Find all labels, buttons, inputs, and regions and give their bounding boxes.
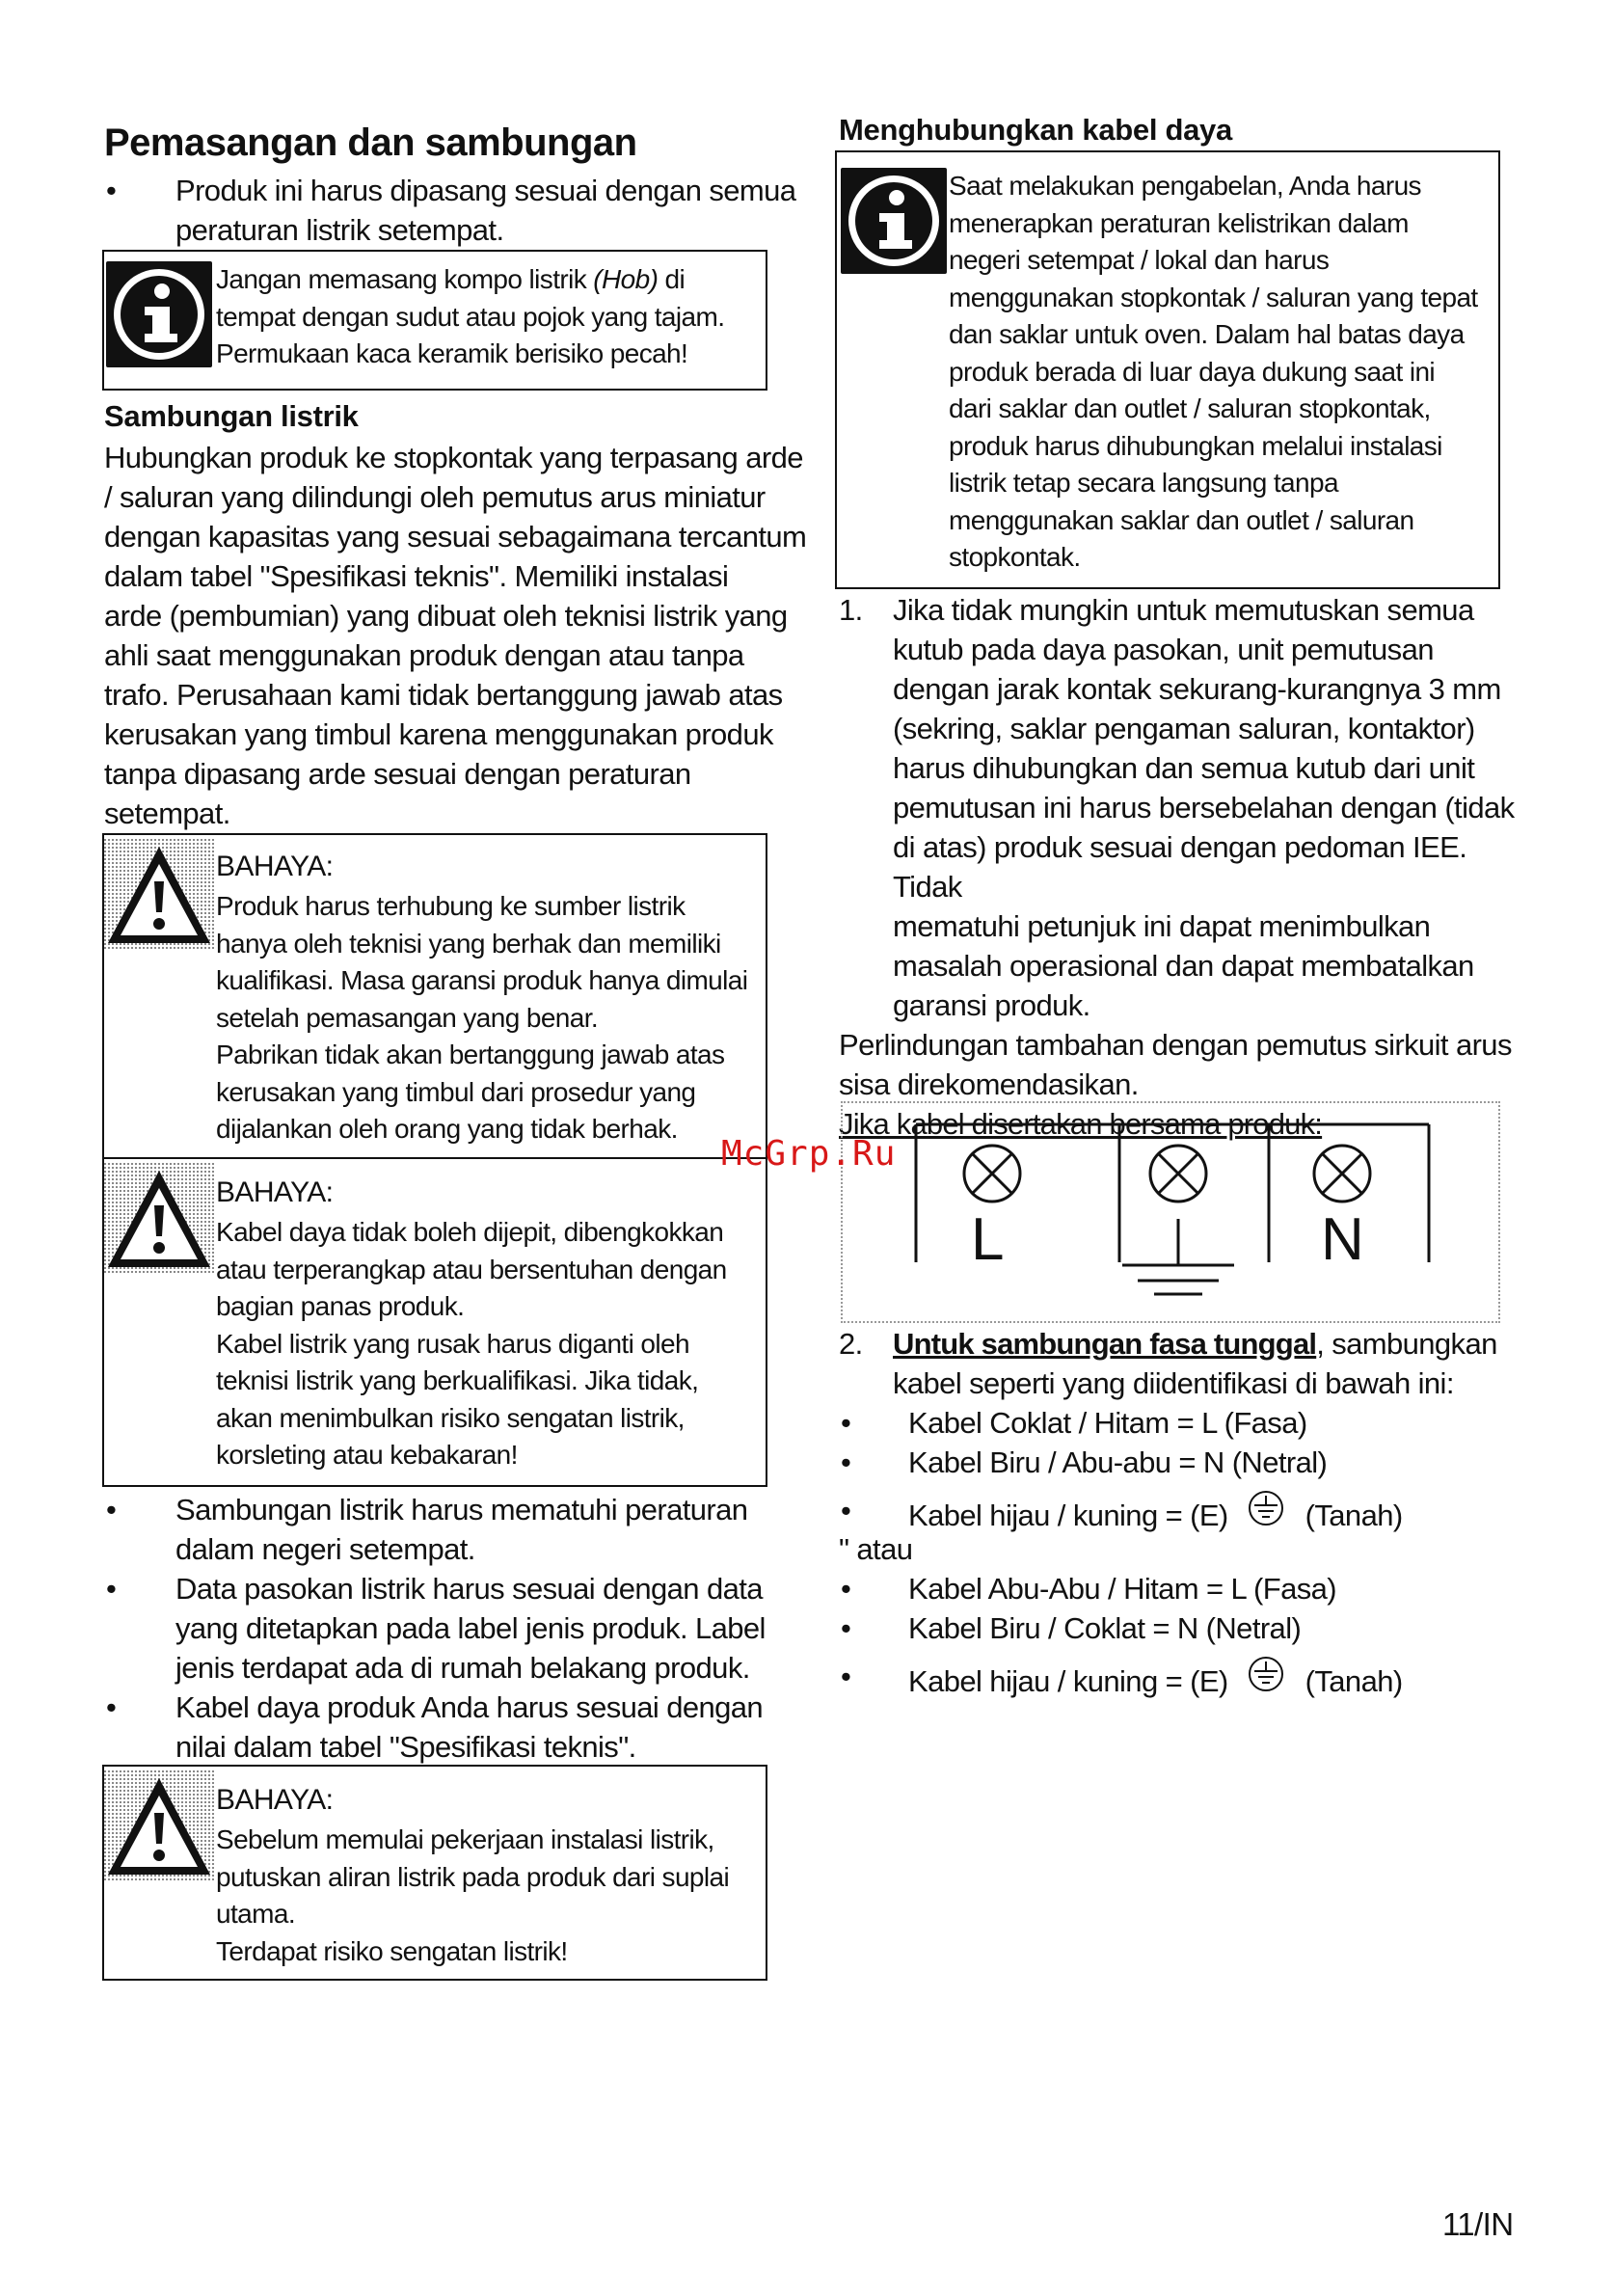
- warning-triangle-icon: [104, 839, 214, 949]
- paragraph-line: kerusakan yang timbul karena menggunakan produk: [104, 717, 773, 751]
- list-item: • Produk ini harus dipasang sesuai dengan semua peraturan listrik setempat.: [104, 171, 798, 250]
- item-line: (sekring, saklar pengaman saluran, kontaktor): [893, 712, 1475, 745]
- warning-box: [102, 833, 767, 1159]
- bullet: •: [841, 1406, 851, 1440]
- warning-line: akan menimbulkan risiko sengatan listrik,: [216, 1402, 685, 1433]
- watermark: McGrp.Ru: [721, 1134, 897, 1174]
- warning-line: Kabel listrik yang rusak harus diganti oleh: [216, 1328, 689, 1359]
- warning-line: setelah pemasangan yang benar.: [216, 1002, 599, 1033]
- item-line: pemutusan ini harus bersebelahan dengan (tidak: [893, 791, 1515, 824]
- list-item: • Kabel Biru / Coklat = N (Netral): [839, 1608, 1533, 1648]
- warning-line: Sebelum memulai pekerjaan instalasi listrik,: [216, 1824, 714, 1854]
- info-line: listrik tetap secara langsung tanpa: [949, 468, 1338, 498]
- item-line: dengan jarak kontak sekurang-kurangnya 3 mm: [893, 672, 1501, 706]
- page-title: Pemasangan dan sambungan: [104, 122, 637, 164]
- info-line: produk harus dihubungkan melalui instalasi: [949, 430, 1442, 461]
- wiring-diagram: [841, 1101, 1500, 1323]
- section-title: Menghubungkan kabel daya: [839, 113, 1232, 147]
- paragraph-line: / saluran yang dilindungi oleh pemutus arus miniatur: [104, 480, 766, 514]
- cable-heading: Jika kabel disertakan bersama produk:: [839, 1107, 1323, 1141]
- list-item: • Data pasokan listrik harus sesuai dengan data yang ditetapkan pada label jenis produk. Label jenis terdapat ada di rumah belakang produk.: [104, 1569, 798, 1688]
- bullet: •: [106, 1690, 117, 1724]
- paragraph-line: Hubungkan produk ke stopkontak yang terpasang arde: [104, 441, 803, 474]
- list-item: • Kabel Biru / Abu-abu = N (Netral): [839, 1443, 1533, 1482]
- section-subtitle: Sambungan listrik: [104, 399, 359, 433]
- warning-line: korsleting atau kebakaran!: [216, 1440, 518, 1470]
- warning-line: bagian panas produk.: [216, 1291, 465, 1321]
- page-number: 11/IN: [1442, 2206, 1514, 2242]
- paragraph-line: sisa direkomendasikan.: [839, 1067, 1139, 1101]
- warning-line: Terdapat risiko sengatan listrik!: [216, 1935, 568, 1966]
- warning-line: putuskan aliran listrik pada produk dari suplai: [216, 1861, 730, 1892]
- warning-line: kerusakan yang timbul dari prosedur yang: [216, 1076, 696, 1107]
- bullet: •: [106, 1572, 117, 1606]
- warning-line: kualifikasi. Masa garansi produk hanya dimulai: [216, 965, 748, 995]
- warning-line: teknisi listrik yang berkualifikasi. Jika tidak,: [216, 1365, 699, 1395]
- info-line: stopkontak.: [949, 542, 1081, 572]
- warning-line: Kabel daya tidak boleh dijepit, dibengkokkan: [216, 1217, 724, 1247]
- item-line: kutub pada daya pasokan, unit pemutusan: [893, 633, 1434, 666]
- item-line: garansi produk.: [893, 988, 1090, 1022]
- warning-title: BAHAYA:: [216, 1784, 334, 1816]
- item-line: Jika tidak mungkin untuk memutuskan semua: [893, 593, 1474, 627]
- warning-box: [102, 1765, 767, 1981]
- info-icon: [841, 168, 947, 274]
- list-item: • Kabel daya produk Anda harus sesuai dengan nilai dalam tabel "Spesifikasi teknis".: [104, 1688, 798, 1767]
- warning-title: BAHAYA:: [216, 851, 334, 882]
- info-notice: Jangan memasang kompo listrik (Hob) di tempat dengan sudut atau pojok yang tajam. Permukaan kaca keramik berisiko pecah!: [102, 250, 767, 391]
- label-n: N: [1321, 1206, 1364, 1273]
- info-line: Saat melakukan pengabelan, Anda harus: [949, 171, 1421, 201]
- info-line: menggunakan stopkontak / saluran yang tepat: [949, 282, 1478, 312]
- list-item: • Kabel Abu-Abu / Hitam = L (Fasa): [839, 1569, 1533, 1608]
- earth-ground-icon: [1244, 1491, 1288, 1529]
- item-line: harus dihubungkan dan semua kutub dari unit: [893, 751, 1475, 785]
- paragraph-line: Perlindungan tambahan dengan pemutus sirkuit arus: [839, 1028, 1512, 1062]
- info-line: menerapkan peraturan kelistrikan dalam: [949, 207, 1409, 238]
- warning-triangle-icon: [104, 1770, 214, 1880]
- warning-line: utama.: [216, 1899, 295, 1929]
- warning-line: hanya oleh teknisi yang berhak dan memiliki: [216, 928, 721, 959]
- bullet: •: [106, 1493, 117, 1526]
- info-line: dan saklar untuk oven. Dalam hal batas daya: [949, 319, 1465, 349]
- info-line: dari saklar dan outlet / saluran stopkontak,: [949, 393, 1431, 423]
- bullet: •: [841, 1611, 851, 1645]
- info-line: menggunakan saklar dan outlet / saluran: [949, 504, 1414, 535]
- warning-title: BAHAYA:: [216, 1176, 334, 1208]
- numbered-item: 1. Jika tidak mungkin untuk memutuskan semua kutub pada daya pasokan, unit pemutusan dengan jarak kontak sekurang-kurangnya 3 mm (sekring, saklar pengaman saluran, kontaktor) harus dihubungkan dan semua kutub dari unit pemutusan ini harus bersebelahan dengan (tidak di atas) produk sesuai dengan pedoman IEE. Tidak mematuhi petunjuk ini dapat menimbulkan masalah operasional dan dapat membatalkan garansi produk.: [839, 590, 1533, 1025]
- warning-line: Pabrikan tidak akan bertanggung jawab atas: [216, 1040, 725, 1069]
- warning-triangle-icon: [104, 1163, 214, 1273]
- paragraph-line: dengan kapasitas yang sesuai sebagaimana tercantum: [104, 520, 807, 554]
- info-line: negeri setempat / lokal dan harus: [949, 245, 1330, 275]
- paragraph-line: arde (pembumian) yang dibuat oleh teknisi listrik yang: [104, 599, 788, 633]
- label-l: L: [971, 1206, 1005, 1273]
- list-item: • Kabel hijau / kuning = (E) (Tanah): [839, 1657, 1533, 1701]
- list-item: • Sambungan listrik harus mematuhi peraturan dalam negeri setempat.: [104, 1490, 798, 1569]
- earth-ground-icon: [1244, 1657, 1288, 1695]
- warning-box: [102, 1157, 767, 1487]
- list-item: • Kabel hijau / kuning = (E) (Tanah): [839, 1491, 1533, 1535]
- paragraph: [104, 438, 808, 833]
- item-line: di atas) produk sesuai dengan pedoman IEE. Tidak: [893, 830, 1467, 904]
- list-item: • Kabel Coklat / Hitam = L (Fasa): [839, 1403, 1533, 1443]
- info-notice: [835, 150, 1500, 589]
- item-line: mematuhi petunjuk ini dapat menimbulkan: [893, 909, 1431, 943]
- numbered-item: 2. Untuk sambungan fasa tunggal, sambungkan kabel seperti yang diidentifikasi di bawah ini:: [839, 1327, 1497, 1400]
- warning-line: dijalankan oleh orang yang tidak berhak.: [216, 1114, 678, 1144]
- bullet: •: [106, 174, 117, 207]
- paragraph-line: setempat.: [104, 797, 230, 830]
- bullet: •: [841, 1572, 851, 1606]
- warning-line: atau terperangkap atau bersentuhan dengan: [216, 1254, 727, 1284]
- paragraph-line: tanpa dipasang arde sesuai dengan peraturan: [104, 757, 691, 791]
- paragraph-line: dalam tabel "Spesifikasi teknis". Memiliki instalasi: [104, 559, 729, 593]
- paragraph-line: trafo. Perusahaan kami tidak bertanggung jawab atas: [104, 678, 783, 712]
- info-icon: [106, 261, 212, 367]
- item-line: masalah operasional dan dapat membatalkan: [893, 949, 1474, 983]
- paragraph-line: ahli saat menggunakan produk dengan atau tanpa: [104, 638, 744, 672]
- bullet: •: [841, 1445, 851, 1479]
- warning-line: Produk harus terhubung ke sumber listrik: [216, 891, 686, 921]
- info-line: produk berada di luar daya dukung saat ini: [949, 356, 1436, 387]
